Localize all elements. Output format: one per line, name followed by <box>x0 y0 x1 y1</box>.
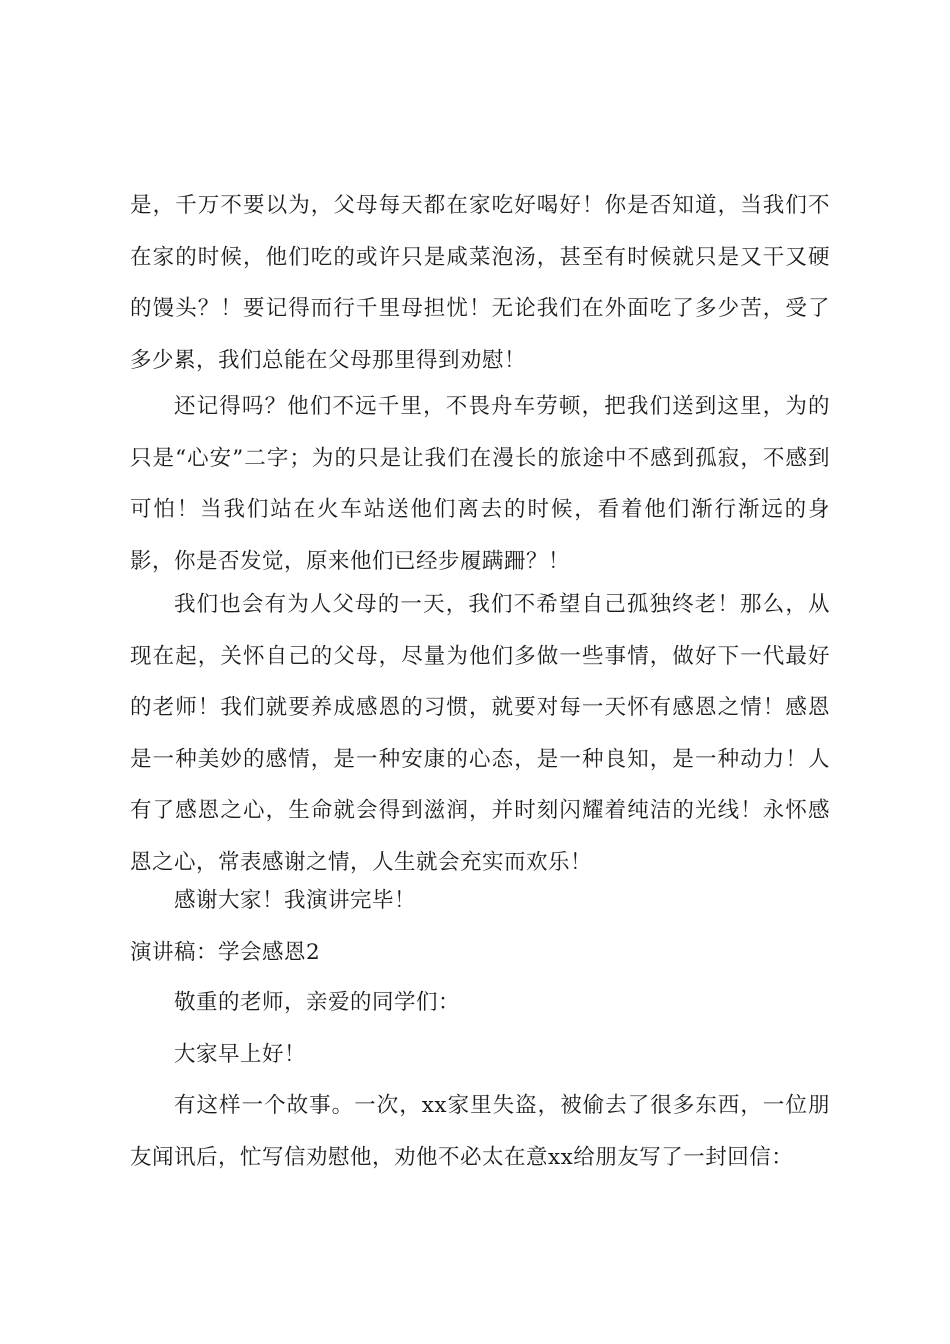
paragraph-text: 我们也会有为人父母的一天，我们不希望自己孤独终老！那么，从现在起，关怀自己的父母，尽量为他们多做一些事情，做好下一代最好的老师！我们就要养成感恩的习惯，就要对每一天怀有感恩之情！感恩是一种美妙的感情，是一种安康的心态，是一种良知，是一种动力！人有了感恩之心，生命就会得到滋润，并时刻闪耀着纯洁的光线！永怀感恩之心，常表感谢之情，人生就会充实而欢乐！ <box>130 592 830 875</box>
greeting-line: 敬重的老师，亲爱的同学们： <box>174 990 461 1015</box>
section-title: 演讲稿：学会感恩2 <box>130 940 321 965</box>
paragraph-text: 是，千万不要以为，父母每天都在家吃好喝好！你是否知道，当我们不在家的时候，他们吃的或许只是咸菜泡汤，甚至有时候就只是又干又硬的馒头？！要记得而行千里母担忧！无论我们在外面吃了多少苦，受了多少累，我们总能在父母那里得到劝慰！ <box>130 193 830 373</box>
closing-line: 感谢大家！我演讲完毕！ <box>174 888 417 913</box>
paragraph-remember <box>130 381 830 587</box>
morning-greeting: 大家早上好！ <box>174 1042 307 1067</box>
paragraph-text: 还记得吗？他们不远千里，不畏舟车劳顿，把我们送到这里，为的只是“心安”二字；为的只是让我们在漫长的旅途中不感到孤寂，不感到可怕！当我们站在火车站送他们离去的时候，看着他们渐行渐远的身影，你是否发觉，原来他们已经步履蹒跚？！ <box>130 394 830 574</box>
paragraph-text: 有这样一个故事。一次，xx家里失盗，被偷去了很多东西，一位朋友闻讯后，忙写信劝慰他，劝他不必太在意xx给朋友写了一封回信： <box>130 1093 830 1170</box>
paragraph-gratitude <box>130 579 830 888</box>
paragraph-parents-worry <box>130 180 830 386</box>
paragraph-story <box>130 1080 830 1183</box>
